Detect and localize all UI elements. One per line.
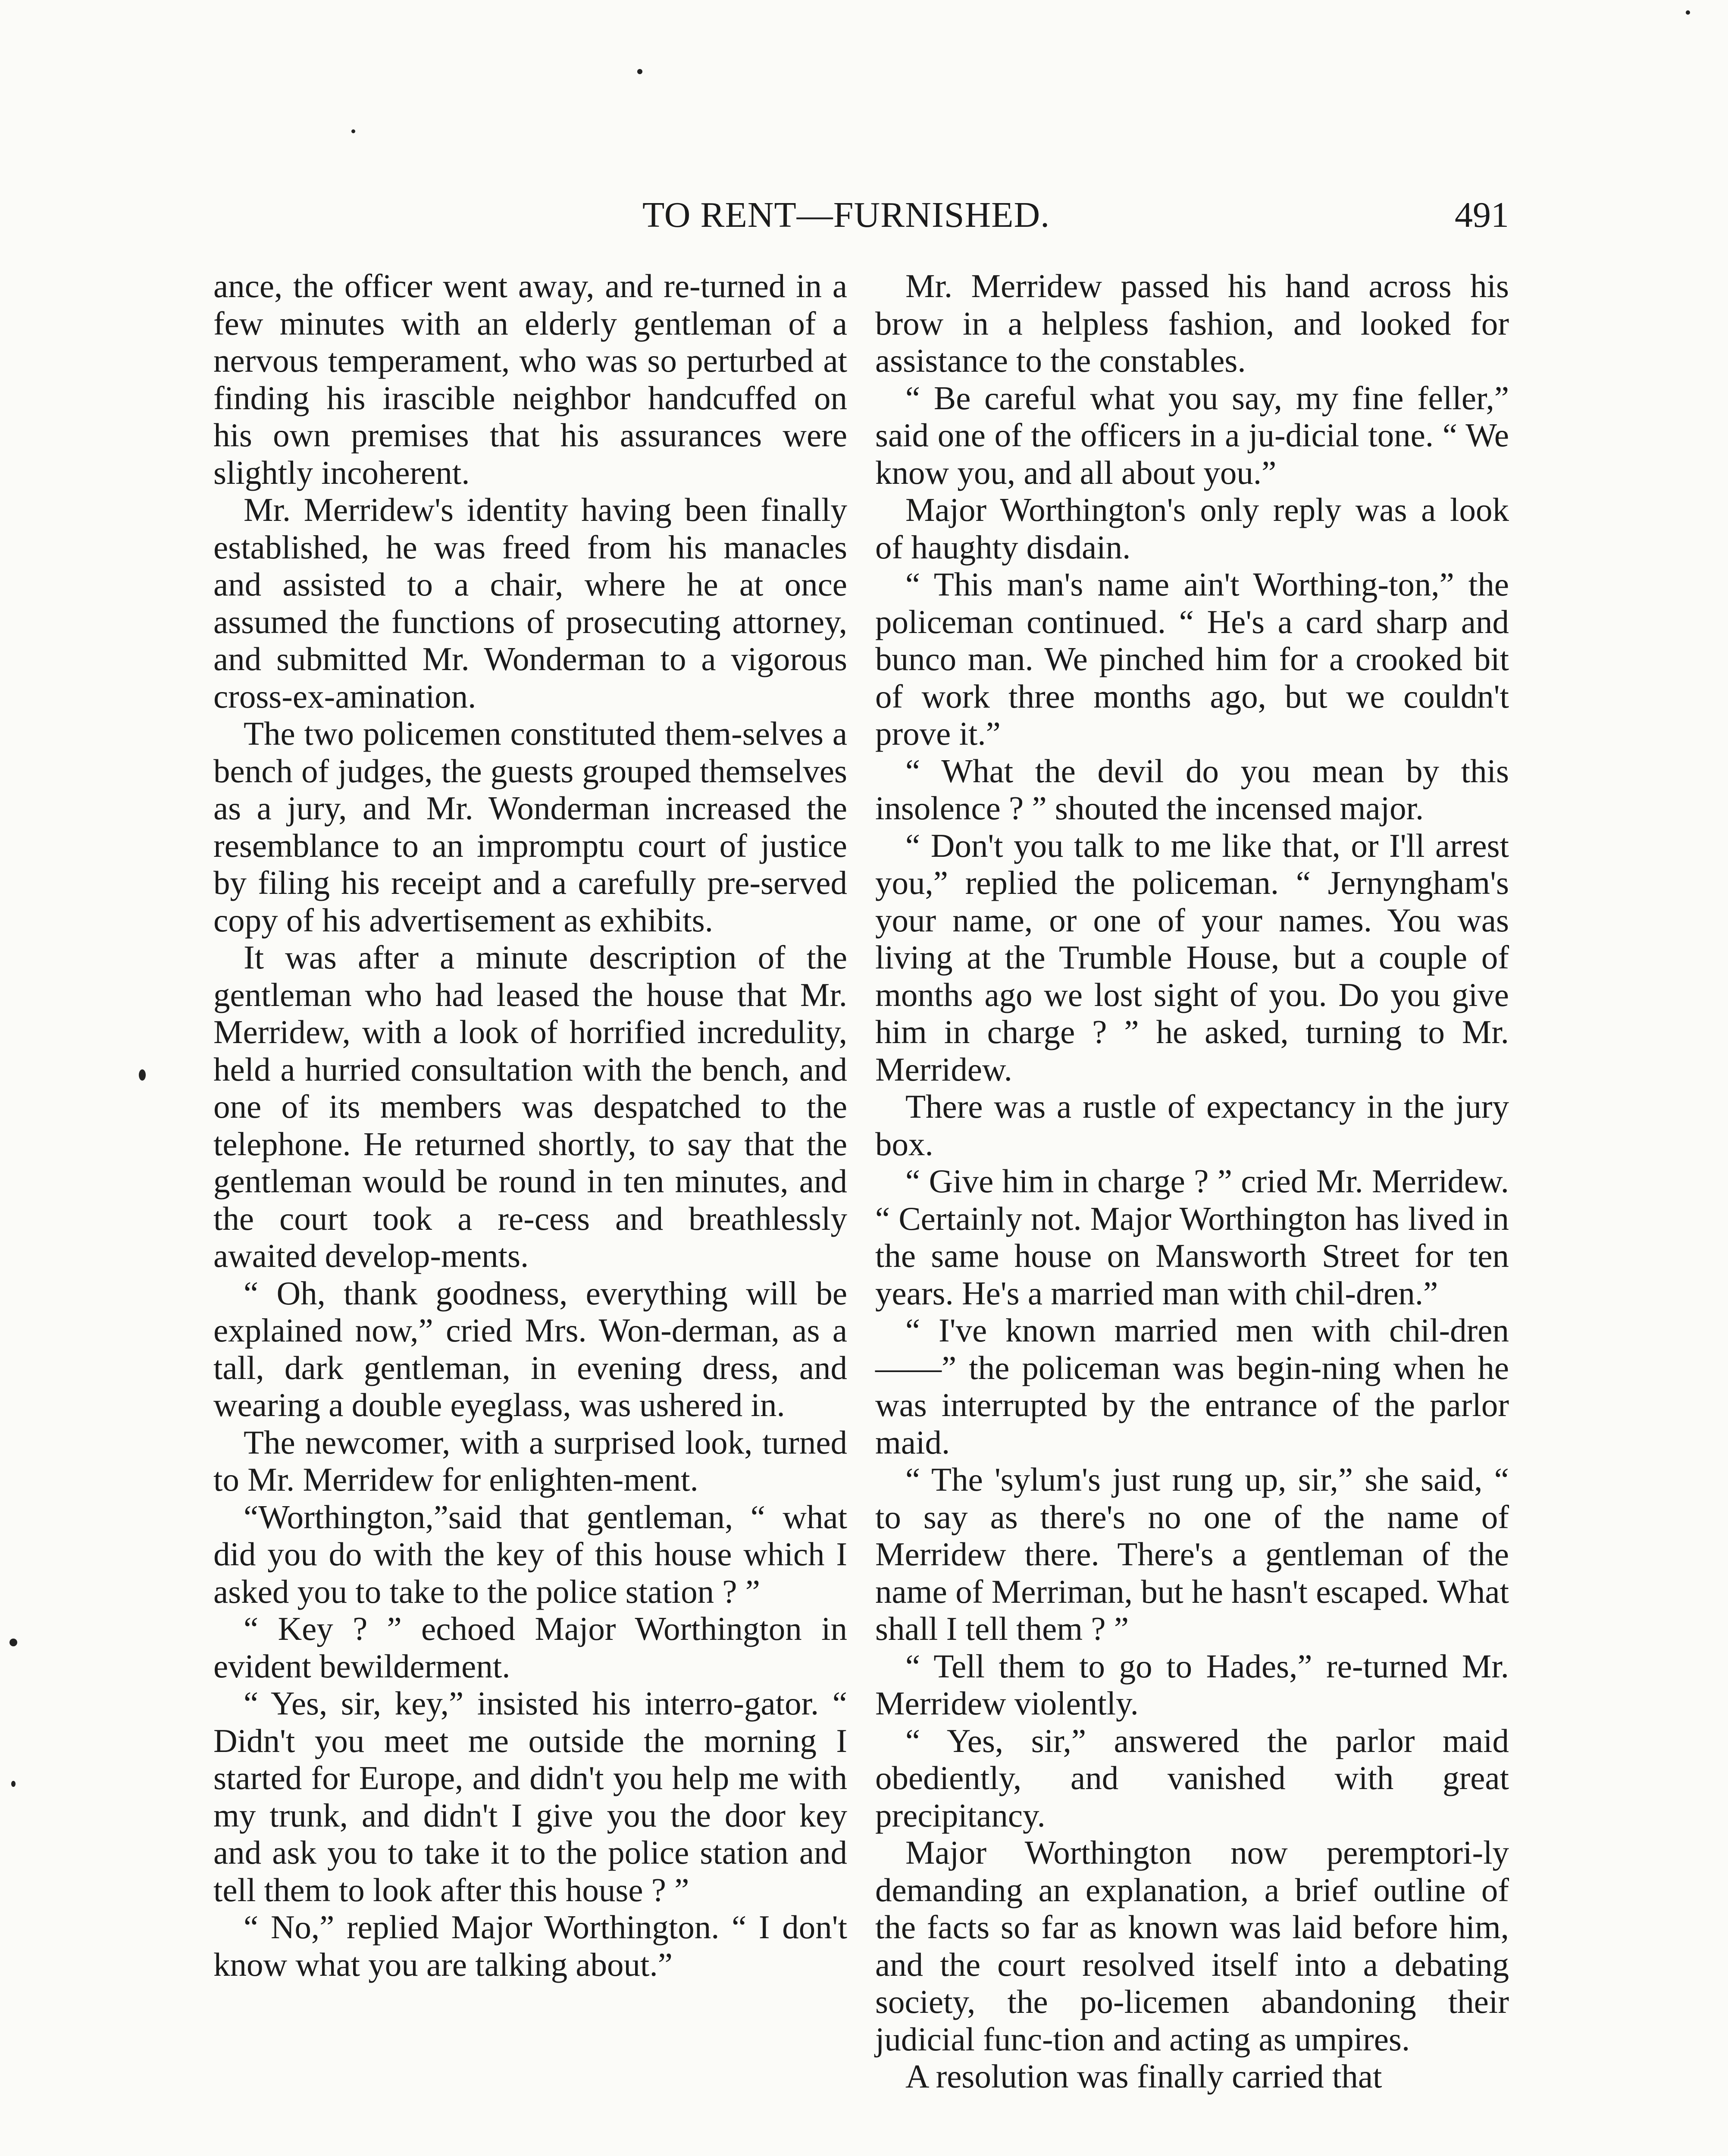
paragraph: “ Key ? ” echoed Major Worthington in evident bewilderment. — [213, 1610, 847, 1685]
right-column — [875, 267, 1509, 2095]
scan-speck — [9, 1639, 17, 1646]
paragraph: The newcomer, with a surprised look, turned to Mr. Merridew for enlighten-ment. — [213, 1423, 847, 1498]
paragraph: “ Yes, sir, key,” insisted his interro-gator. “ Didn't you meet me outside the morning I started for Europe, and didn't you help me with my trunk, and didn't I give you the door key and ask you to take it to the police station and tell them to look after this house ? ” — [213, 1685, 847, 1908]
paragraph: “ Tell them to go to Hades,” re-turned Mr. Merridew violently. — [875, 1647, 1509, 1722]
paragraph: There was a rustle of expectancy in the jury box. — [875, 1088, 1509, 1163]
page-number: 491 — [1455, 195, 1509, 235]
paragraph: A resolution was finally carried that — [905, 2058, 1382, 2095]
scan-speck — [11, 1781, 16, 1787]
paragraph: “ Give him in charge ? ” cried Mr. Merridew. “ Certainly not. Major Worthington has lived in the same house on Mansworth Street for ten years. He's a married man with chil-dren.” — [875, 1163, 1509, 1312]
paragraph: Major Worthington now peremptori-ly demanding an explanation, a brief outline of the facts so far as known was laid before him, and the court resolved itself into a debating society, the po-licemen abandoning their judicial func-tion and acting as umpires. — [875, 1834, 1509, 2058]
paragraph: “ The 'sylum's just rung up, sir,” she said, “ to say as there's no one of the name of Merridew there. There's a gentleman of the name of Merriman, but he hasn't escaped. What shall I tell them ? ” — [875, 1461, 1509, 1647]
paragraph: ance, the officer went away, and re-turned in a few minutes with an elderly gentleman of a nervous temperament, who was so perturbed at finding his irascible neighbor handcuffed on his own premises that his assurances were slightly incoherent. — [213, 267, 847, 491]
paragraph: The two policemen constituted them-selves a bench of judges, the guests grouped themselves as a jury, and Mr. Wonderman increased the resemblance to an impromptu court of justice by filing his receipt and a carefully pre-served copy of his advertisement as exhibits. — [213, 715, 847, 939]
left-column — [213, 267, 847, 1983]
paragraph: “ Don't you talk to me like that, or I'll arrest you,” replied the policeman. “ Jernyngham's your name, or one of your names. You was living at the Trumble House, but a couple of months ago we lost sight of you. Do you give him in charge ? ” he asked, turning to Mr. Merridew. — [875, 827, 1509, 1088]
scan-speck — [1686, 10, 1690, 15]
paragraph: “ Be careful what you say, my fine feller,” said one of the officers in a ju-dicial tone. “ We know you, and all about you.” — [875, 379, 1509, 491]
paragraph: Mr. Merridew's identity having been finally established, he was freed from his manacles and assisted to a chair, where he at once assumed the functions of prosecuting attorney, and submitted Mr. Wonderman to a vigorous cross-ex-amination. — [213, 491, 847, 715]
running-head: TO RENT—FURNISHED. — [642, 195, 1050, 235]
scan-speck — [351, 129, 355, 133]
paragraph: “ I've known married men with chil-dren——” the policeman was begin-ning when he was interrupted by the entrance of the parlor maid. — [875, 1312, 1509, 1461]
paragraph: “ What the devil do you mean by this insolence ? ” shouted the incensed major. — [875, 752, 1509, 827]
scan-speck — [637, 69, 642, 74]
paragraph: “ No,” replied Major Worthington. “ I don't know what you are talking about.” — [213, 1908, 847, 1983]
paragraph: It was after a minute description of the gentleman who had leased the house that Mr. Merridew, with a look of horrified incredulity, held a hurried consultation with the bench, and one of its members was despatched to the telephone. He returned shortly, to say that the gentleman would be round in ten minutes, and the court took a re-cess and breathlessly awaited develop-ments. — [213, 939, 847, 1274]
scan-speck — [139, 1069, 146, 1081]
paragraph: “ This man's name ain't Worthing-ton,” the policeman continued. “ He's a card sharp and bunco man. We pinched him for a crooked bit of work three months ago, but we couldn't prove it.” — [875, 566, 1509, 752]
paragraph: Mr. Merridew passed his hand across his brow in a helpless fashion, and looked for assistance to the constables. — [875, 267, 1509, 379]
paragraph: “Worthington,”said that gentleman, “ what did you do with the key of this house which I asked you to take to the police station ? ” — [213, 1498, 847, 1610]
paragraph: “ Yes, sir,” answered the parlor maid obediently, and vanished with great precipitancy. — [875, 1722, 1509, 1834]
page-header — [207, 190, 1509, 246]
paragraph: “ Oh, thank goodness, everything will be explained now,” cried Mrs. Won-derman, as a tall, dark gentleman, in evening dress, and wearing a double eyeglass, was ushered in. — [213, 1274, 847, 1423]
paragraph: Major Worthington's only reply was a look of haughty disdain. — [875, 491, 1509, 566]
